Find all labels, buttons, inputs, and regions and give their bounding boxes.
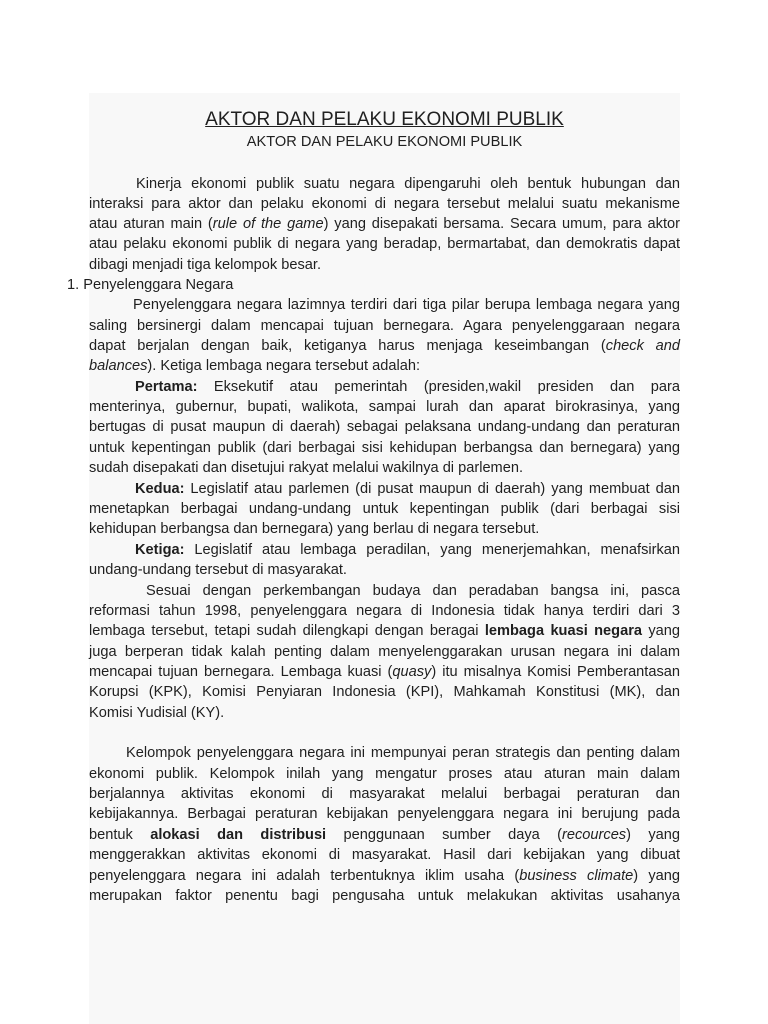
kedua-line-2: menetapkan berbagai undang-undang untuk kepentingan publik (dari berbagai sisi	[89, 501, 680, 517]
p3-line-4: juga berperan tidak kalah penting dalam menyelenggarakan urusan negara ini dalam	[89, 644, 680, 660]
document-subtitle: AKTOR DAN PELAKU EKONOMI PUBLIK	[246, 134, 523, 150]
p3-line-3: lembaga tersebut, tetapi sudah dilengkapi dengan beragai lembaga kuasi negara yang	[89, 623, 680, 639]
pertama-line-5: sudah disepakati dan disetujui rakyat melalui wakilnya di parlemen.	[89, 460, 524, 476]
pertama-line-2: menterinya, gubernur, bupati, walikota, sampai lurah dan aparat birokrasinya, yang	[89, 399, 680, 415]
p4-line-7: penyelenggara negara ini adalah terbentuknya iklim usaha (business climate) yang	[89, 868, 680, 884]
document-title: AKTOR DAN PELAKU EKONOMI PUBLIK	[205, 109, 564, 130]
p4-line-1: Kelompok penyelenggara negara ini mempunyai peran strategis dan penting dalam	[126, 745, 680, 761]
p3-line-6: Korupsi (KPK), Komisi Penyiaran Indonesia (KPI), Mahkamah Konstitusi (MK), dan	[89, 684, 680, 700]
ketiga-line-1: Ketiga: Legislatif atau lembaga peradilan, yang menerjemahkan, menafsirkan	[135, 542, 680, 558]
p2-line-4: balances). Ketiga lembaga negara tersebut adalah:	[89, 358, 421, 374]
intro-line-4: atau pelaku ekonomi publik di negara yang beradap, bermartabat, dan demokratis dapat	[89, 236, 680, 252]
pertama-line-4: untuk kepentingan publik (dari berbagai sisi kehidupan berbangsa dan bernegara) yang	[89, 440, 680, 456]
intro-line-5: dibagi menjadi tiga kelompok besar.	[89, 257, 322, 273]
p4-line-8: merupakan faktor penentu bagi pengusaha untuk melakukan aktivitas usahanya	[89, 888, 680, 904]
p4-line-2: ekonomi publik. Kelompok inilah yang mengatur proses atau aturan main dalam	[89, 766, 680, 782]
p3-line-7: Komisi Yudisial (KY).	[89, 705, 225, 721]
list-heading: 1. Penyelenggara Negara	[67, 277, 234, 293]
p2-line-3: dapat berjalan dengan baik, ketiganya harus menjaga keseimbangan (check and	[89, 338, 680, 354]
intro-line-3: atau aturan main (rule of the game) yang disepakati bersama. Secara umum, para aktor	[89, 216, 680, 232]
intro-line-2: interaksi para aktor dan pelaku ekonomi di negara tersebut melalui suatu mekanisme	[89, 196, 680, 212]
p4-line-5: bentuk alokasi dan distribusi penggunaan sumber daya (recources) yang	[89, 827, 681, 843]
p4-line-6: menggerakkan aktivitas ekonomi di masyarakat. Hasil dari kebijakan yang dibuat	[89, 847, 680, 863]
p3-line-1: Sesuai dengan perkembangan budaya dan peradaban bangsa ini, pasca	[146, 583, 680, 599]
p2-line-2: saling bersinergi dalam mencapai tujuan bernegara. Agara penyelenggaraan negara	[89, 318, 680, 334]
pertama-line-1: Pertama: Eksekutif atau pemerintah (presiden,wakil presiden dan para	[135, 379, 680, 395]
kedua-line-1: Kedua: Legislatif atau parlemen (di pusat maupun di daerah) yang membuat dan	[135, 481, 680, 497]
kedua-line-3: kehidupan berbangsa dan bernegara) yang berlau di negara tersebut.	[89, 521, 540, 537]
p3-line-5: mencapai tujuan bernegara. Lembaga kuasi (quasy) itu misalnya Komisi Pemberantasan	[89, 664, 680, 680]
intro-line-1: Kinerja ekonomi publik suatu negara dipengaruhi oleh bentuk hubungan dan	[136, 176, 680, 192]
p4-line-4: kebijakannya. Berbagai peraturan kebijakan penyelenggara negara ini berujung pada	[89, 806, 680, 822]
p3-line-2: reformasi tahun 1998, penyelenggara negara di Indonesia tidak hanya terdiri dari 3	[89, 603, 680, 619]
p4-line-3: berjalannya aktivitas ekonomi di masyarakat melalui berbagai peraturan dan	[89, 786, 680, 802]
pertama-line-3: bertugas di pusat maupun di daerah) sebagai pelaksana undang-undang dan peraturan	[89, 419, 680, 435]
ketiga-line-2: undang-undang tersebut di masyarakat.	[89, 562, 347, 578]
p2-line-1: Penyelenggara negara lazimnya terdiri dari tiga pilar berupa lembaga negara yang	[133, 297, 680, 313]
